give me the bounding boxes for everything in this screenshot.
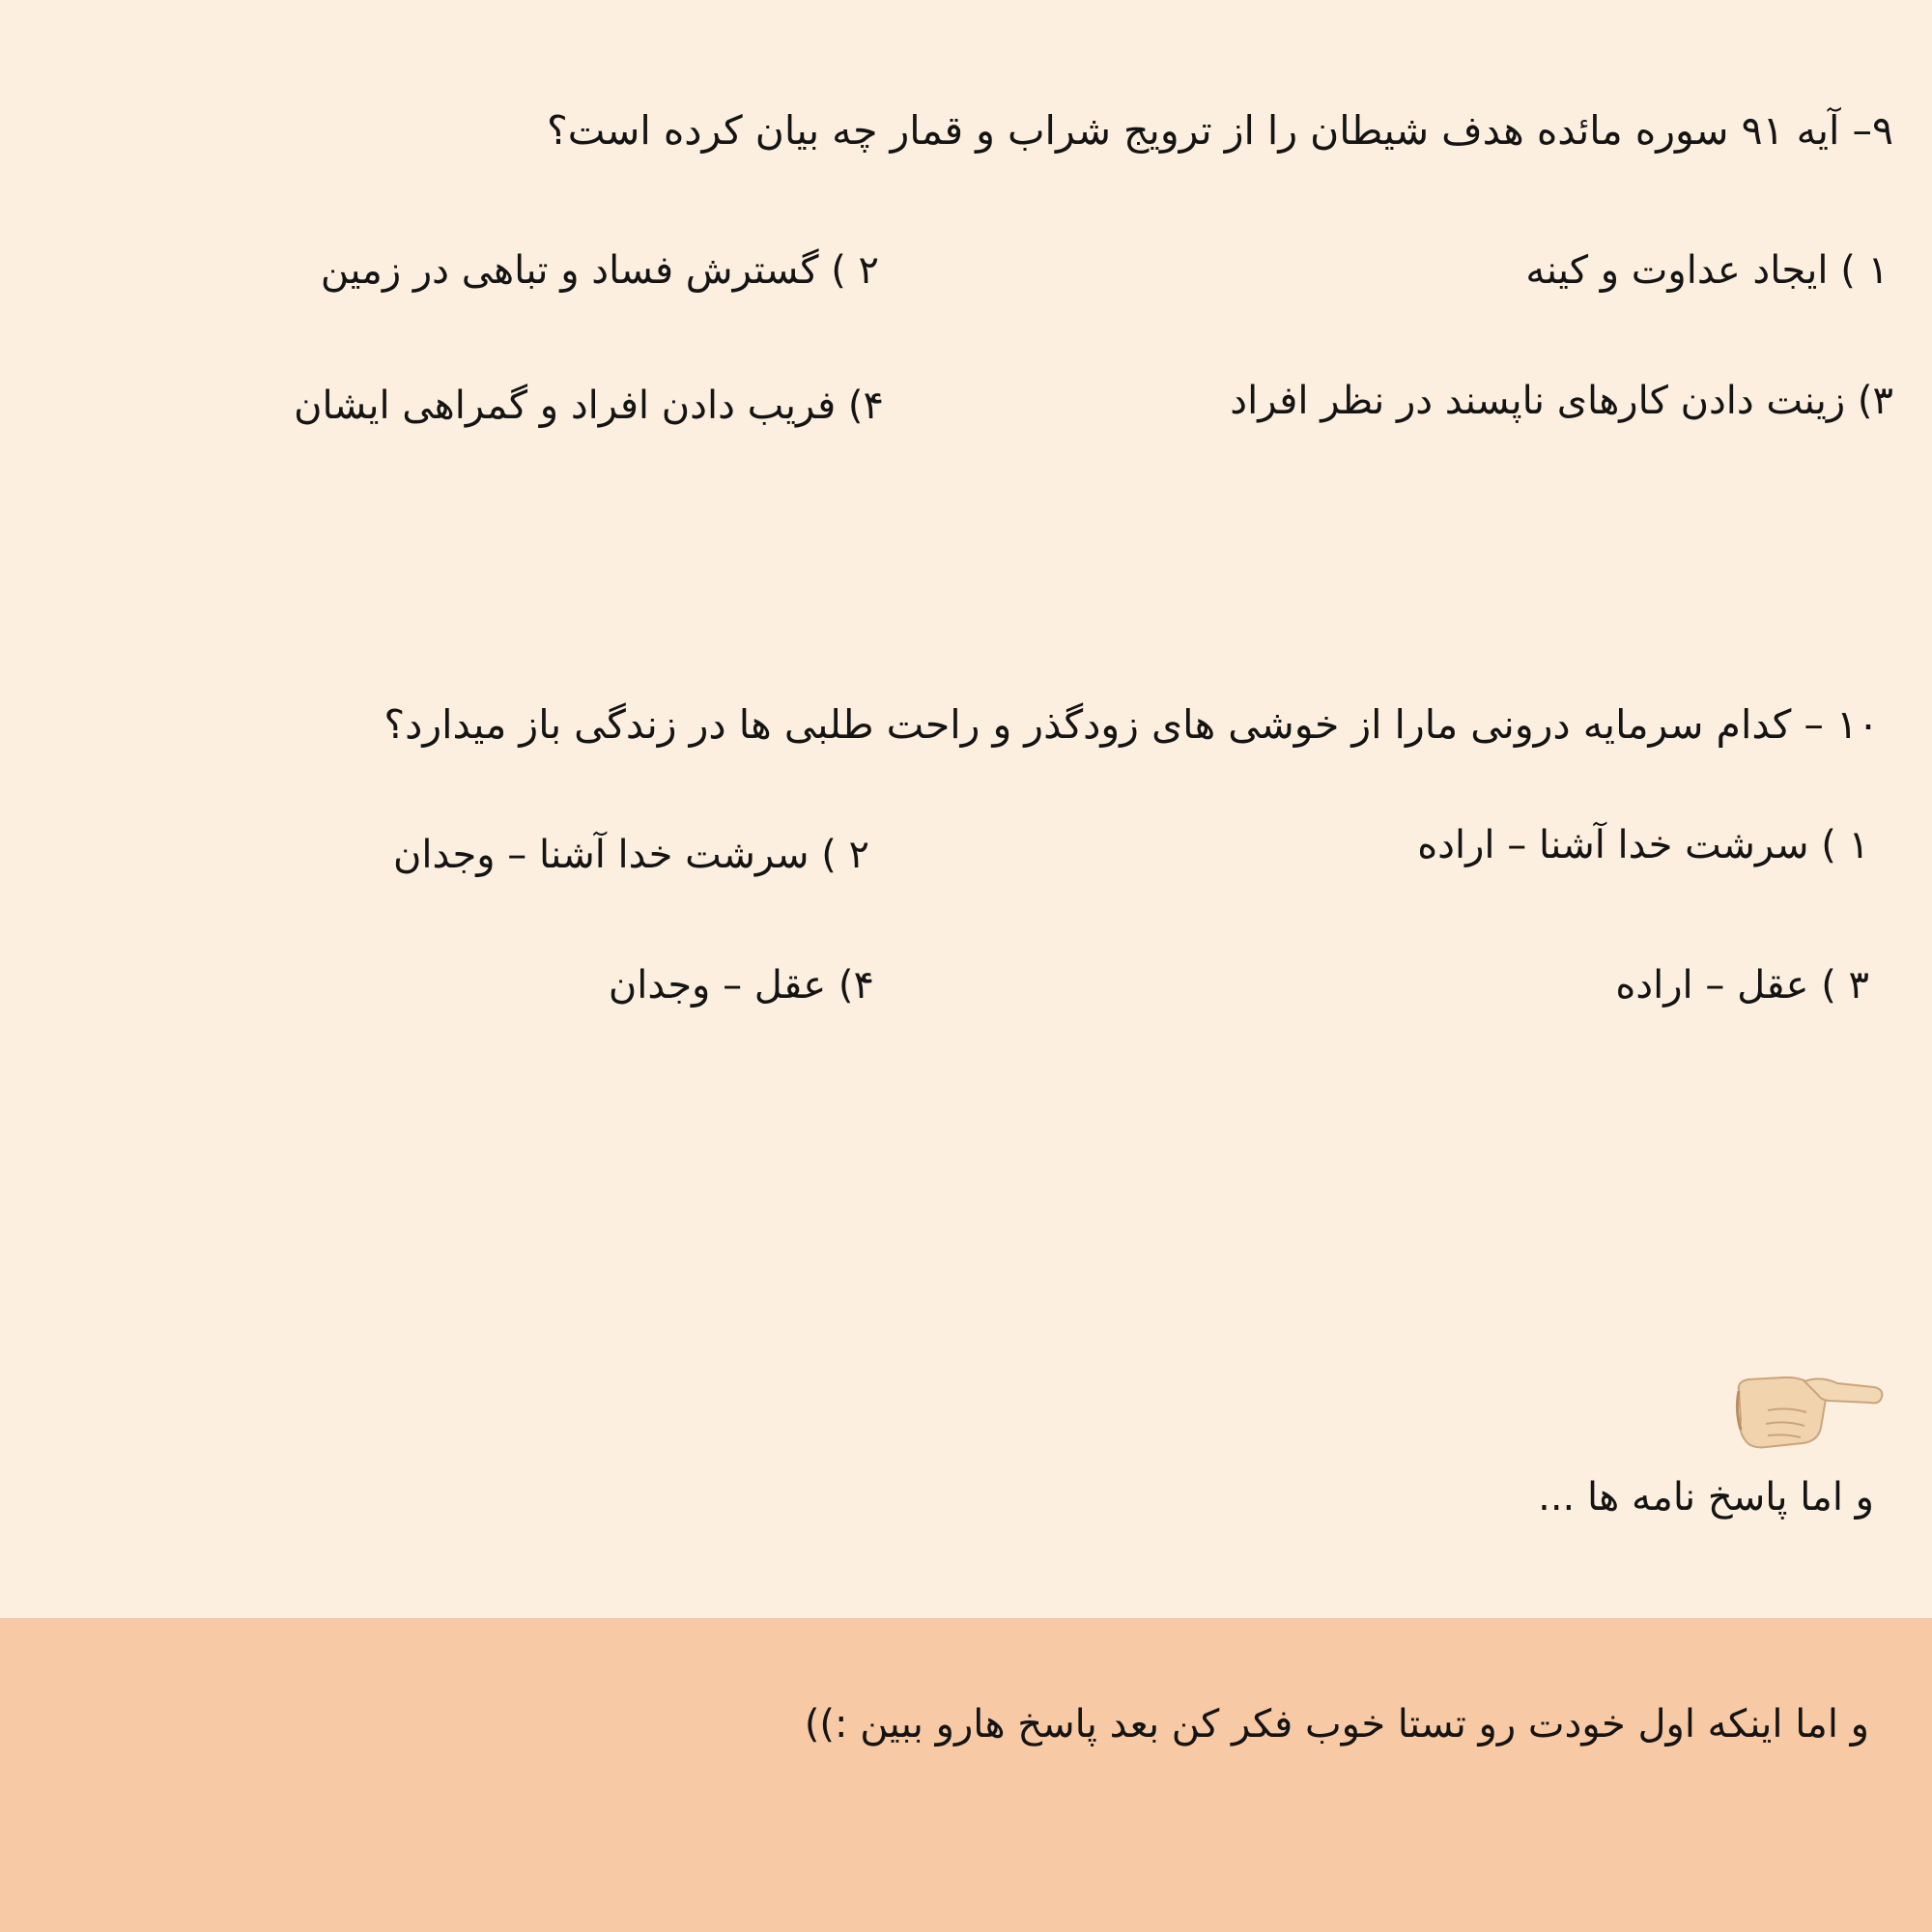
q9-option-3: ۳) زینت دادن کارهای ناپسند در نظر افراد: [1230, 379, 1893, 423]
q10-option-3: ۳ ) عقل – اراده: [1615, 963, 1869, 1008]
q10-option-4: ۴) عقل – وجدان: [608, 963, 874, 1008]
q10-option-1: ۱ ) سرشت خدا آشنا – اراده: [1417, 823, 1869, 867]
q9-option-2: ۲ ) گسترش فساد و تباهی در زمین: [320, 248, 879, 293]
footer-banner: [0, 1618, 1932, 1932]
footer-text: و اما اینکه اول خودت رو تستا خوب فکر کن بعد پاسخ هارو ببین :)): [804, 1702, 1869, 1747]
pointing-hand-icon: [1729, 1352, 1884, 1459]
answers-intro: و اما پاسخ نامه ها ...: [1538, 1475, 1874, 1520]
question-9: ۹– آیه ۹۱ سوره مائده هدف شیطان را از ترویج شراب و قمار چه بیان کرده است؟: [547, 107, 1893, 154]
q9-option-4: ۴) فریب دادن افراد و گمراهی ایشان: [294, 384, 884, 428]
q10-option-2: ۲ ) سرشت خدا آشنا – وجدان: [392, 833, 869, 877]
q9-option-1: ۱ ) ایجاد عداوت و کینه: [1525, 248, 1889, 293]
question-10: ۱۰ – کدام سرمایه درونی مارا از خوشی های زودگذر و راحت طلبی ها در زندگی باز میدارد؟: [384, 701, 1879, 748]
